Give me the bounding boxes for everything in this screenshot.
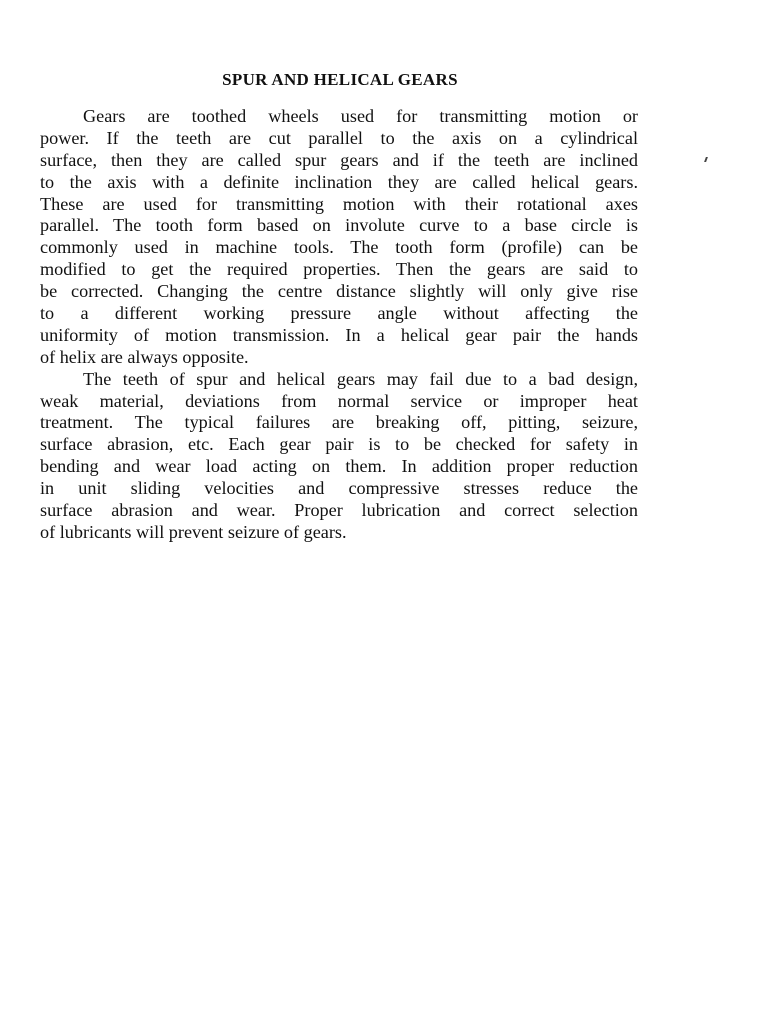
text-line: The teeth of spur and helical gears may fail due to a bad design, — [83, 368, 638, 389]
paragraph-2 — [40, 369, 638, 544]
page-title: SPUR AND HELICAL GEARS — [222, 70, 458, 89]
text-line: of lubricants will prevent seizure of gears. — [40, 521, 347, 542]
text-line: surface abrasion and wear. Proper lubrication and correct selection — [40, 500, 638, 521]
text-line: treatment. The typical failures are breaking off, pitting, seizure, — [40, 412, 638, 433]
text-line: parallel. The tooth form based on involute curve to a base circle is — [40, 215, 638, 236]
text-line: Gears are toothed wheels used for transmitting motion or — [83, 106, 638, 126]
scan-mark — [704, 157, 708, 162]
text-line: surface abrasion, etc. Each gear pair is to be checked for safety in — [40, 434, 638, 455]
text-line: to the axis with a definite inclination they are called helical gears. — [40, 171, 638, 192]
text-line: weak material, deviations from normal service or improper heat — [40, 390, 638, 411]
text-line: power. If the teeth are cut parallel to the axis on a cylindrical — [40, 127, 638, 148]
text-line: bending and wear load acting on them. In addition proper reduction — [40, 456, 638, 477]
text-line: modified to get the required properties. Then the gears are said to — [40, 259, 638, 280]
text-line: in unit sliding velocities and compressive stresses reduce the — [40, 478, 638, 499]
body-text — [40, 106, 638, 544]
text-line: to a different working pressure angle without affecting the — [40, 303, 638, 324]
text-line: uniformity of motion transmission. In a helical gear pair the hands — [40, 324, 638, 345]
text-line: These are used for transmitting motion with their rotational axes — [40, 193, 638, 214]
text-line: surface, then they are called spur gears and if the teeth are inclined — [40, 149, 638, 170]
paragraph-1 — [40, 106, 638, 369]
text-line: be corrected. Changing the centre distance slightly will only give rise — [40, 281, 638, 302]
text-line: commonly used in machine tools. The tooth form (profile) can be — [40, 237, 638, 258]
text-line: of helix are always opposite. — [40, 346, 249, 367]
